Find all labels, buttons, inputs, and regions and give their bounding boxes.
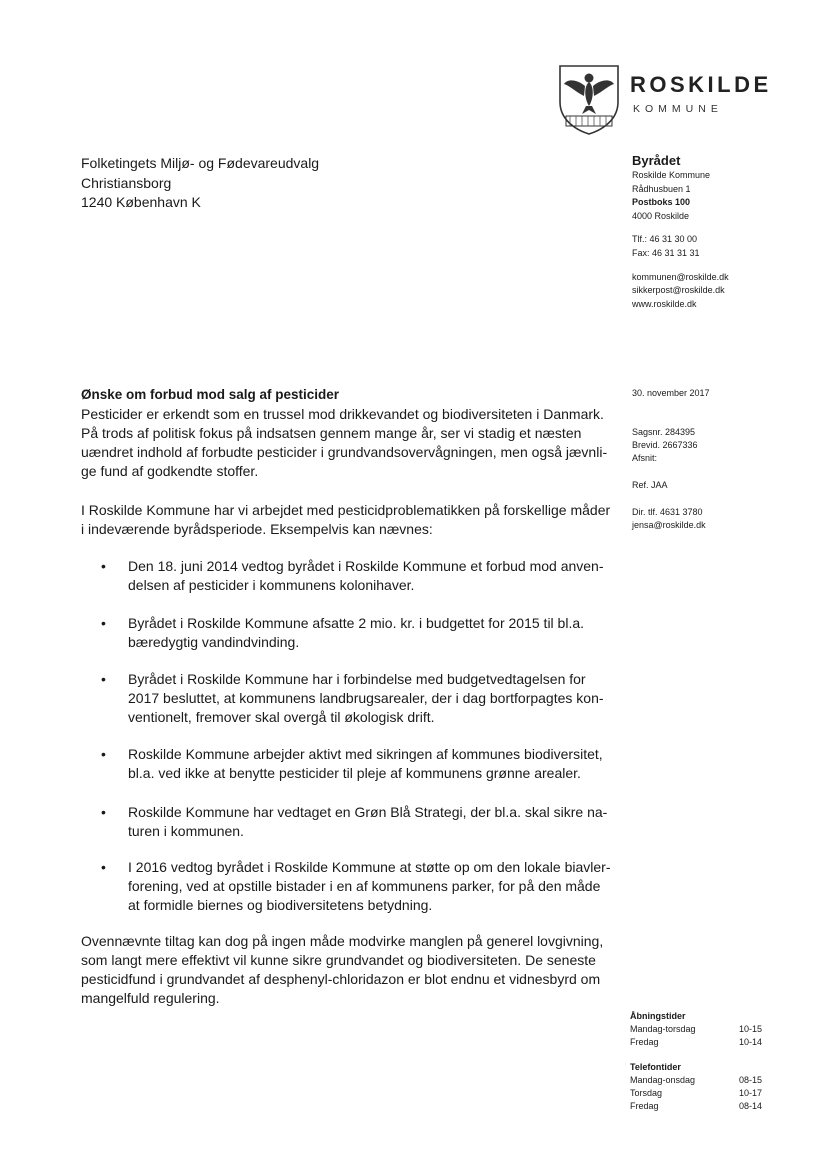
sender-line: Rådhusbuen 1 — [632, 183, 691, 194]
list-item-line: 2017 besluttet, at kommunens landbrugsarealer, der i dag bortforpagtes kon- — [128, 690, 604, 706]
sender-secure-email[interactable]: sikkerpost@roskilde.dk — [632, 285, 725, 296]
recipient-address — [81, 154, 319, 213]
hours-time: 08-15 — [738, 1075, 762, 1085]
recipient-line: 1240 København K — [81, 194, 201, 210]
hours-day: Fredag — [630, 1037, 659, 1047]
bullet-marker: • — [101, 746, 106, 762]
reference: Ref. JAA — [632, 480, 668, 490]
letter-meta — [632, 387, 710, 532]
hours-day: Mandag-torsdag — [630, 1024, 696, 1034]
bullet-marker: • — [101, 859, 106, 875]
letter-subject: Ønske om forbud mod salg af pesticider — [81, 387, 340, 402]
section: Afsnit: — [632, 453, 658, 463]
opening-hours — [630, 1010, 762, 1113]
phone-hours-title: Telefontider — [630, 1062, 681, 1072]
contact-email[interactable]: jensa@roskilde.dk — [632, 520, 706, 530]
paragraph-intro — [81, 405, 611, 481]
list-item-line: bl.a. ved ikke at benytte pesticider til pleje af kommunens grønne arealer. — [128, 765, 581, 781]
hours-time: 10-15 — [738, 1024, 762, 1034]
sender-department: Byrådet — [632, 153, 681, 168]
list-item-line: I 2016 vedtog byrådet i Roskilde Kommune at støtte op om den lokale biavler- — [128, 859, 611, 875]
paragraph-line: mangelfuld regulering. — [81, 990, 220, 1006]
bullet-marker: • — [101, 615, 106, 631]
sender-line: Postboks 100 — [632, 197, 691, 208]
list-item-line: Byrådet i Roskilde Kommune afsatte 2 mio. kr. i budgettet for 2015 til bl.a. — [128, 615, 585, 631]
hours-row — [630, 1074, 762, 1087]
paragraph-line: som langt mere effektivt vil kunne sikre grundvandet og biodiversiteten. De seneste — [81, 952, 596, 968]
hours-row — [630, 1036, 762, 1049]
hours-day: Torsdag — [630, 1088, 663, 1098]
letter-date: 30. november 2017 — [632, 388, 710, 398]
bullet-marker: • — [101, 671, 106, 687]
paragraph-conclusion — [81, 932, 611, 1008]
case-number: Sagsnr. 284395 — [632, 427, 696, 437]
recipient-line: Folketingets Miljø- og Fødevareudvalg — [81, 155, 320, 171]
bullet-marker: • — [101, 804, 106, 820]
sender-fax: Fax: 46 31 31 31 — [632, 247, 700, 258]
list-item-line: at formidle biernes og biodiversitetens betydning. — [128, 897, 433, 913]
hours-row — [630, 1100, 762, 1113]
direct-phone: Dir. tlf. 4631 3780 — [632, 507, 703, 517]
hours-time: 08-14 — [738, 1101, 762, 1111]
roskilde-coat-of-arms-logo — [554, 62, 624, 136]
list-item-line: turen i kommunen. — [128, 823, 244, 839]
list-item-line: Den 18. juni 2014 vedtog byrådet i Roskilde Kommune et forbud mod anven- — [128, 558, 604, 574]
org-name: ROSKILDE — [630, 72, 772, 97]
paragraph-line: pesticidfund i grundvandet af desphenyl-chloridazon er blot endnu et vidnesbyrd om — [81, 971, 601, 987]
list-item-line: forening, ved at opstille bistader i en af kommunens parker, for på den måde — [128, 878, 601, 894]
hours-time: 10-14 — [738, 1037, 762, 1047]
letter-id: Brevid. 2667336 — [632, 440, 698, 450]
list-item-line: delsen af pesticider i kommunens kolonihaver. — [128, 577, 415, 593]
sender-block — [632, 153, 729, 311]
paragraph-line: i indeværende byrådsperiode. Eksempelvis kan nævnes: — [81, 521, 433, 537]
paragraph-line: På trods af politisk fokus på indsatsen gennem mange år, ser vi stadig et næsten — [81, 425, 582, 441]
bullet-marker: • — [101, 558, 106, 574]
list-item-line: bæredygtig vandindvinding. — [128, 634, 300, 650]
sender-phone: Tlf.: 46 31 30 00 — [632, 234, 698, 245]
org-subtitle: KOMMUNE — [633, 103, 723, 115]
hours-day: Mandag-onsdag — [630, 1075, 696, 1085]
hours-time: 10-17 — [738, 1088, 762, 1098]
list-item-line: Roskilde Kommune arbejder aktivt med sikringen af kommunes biodiversitet, — [128, 746, 603, 762]
hours-day: Fredag — [630, 1101, 659, 1111]
hours-row — [630, 1087, 762, 1100]
paragraph-initiatives — [81, 501, 611, 539]
list-item-line: ventionelt, fremover skal overgå til økologisk drift. — [128, 709, 435, 725]
paragraph-line: I Roskilde Kommune har vi arbejdet med pesticidproblematikken på forskellige måder — [81, 502, 611, 518]
sender-website[interactable]: www.roskilde.dk — [632, 298, 697, 309]
paragraph-line: uændret indhold af forbudte pesticider i grundvandsovervågningen, men også jævnli- — [81, 444, 608, 460]
paragraph-line: ge fund af godkendte stoffer. — [81, 463, 259, 479]
sender-email[interactable]: kommunen@roskilde.dk — [632, 271, 729, 282]
list-item-line: Byrådet i Roskilde Kommune har i forbindelse med budgetvedtagelsen for — [128, 671, 586, 687]
sender-line: Roskilde Kommune — [632, 170, 711, 180]
sender-line: 4000 Roskilde — [632, 210, 690, 221]
paragraph-line: Pesticider er erkendt som en trussel mod drikkevandet og biodiversiteten i Danmark. — [81, 406, 604, 422]
recipient-line: Christiansborg — [81, 174, 172, 191]
list-item-line: Roskilde Kommune har vedtaget en Grøn Blå Strategi, der bl.a. skal sikre na- — [128, 804, 608, 820]
hours-row — [630, 1023, 762, 1036]
opening-hours-title: Åbningstider — [630, 1011, 686, 1021]
paragraph-line: Ovennævnte tiltag kan dog på ingen måde modvirke manglen på generel lovgivning, — [81, 933, 604, 949]
